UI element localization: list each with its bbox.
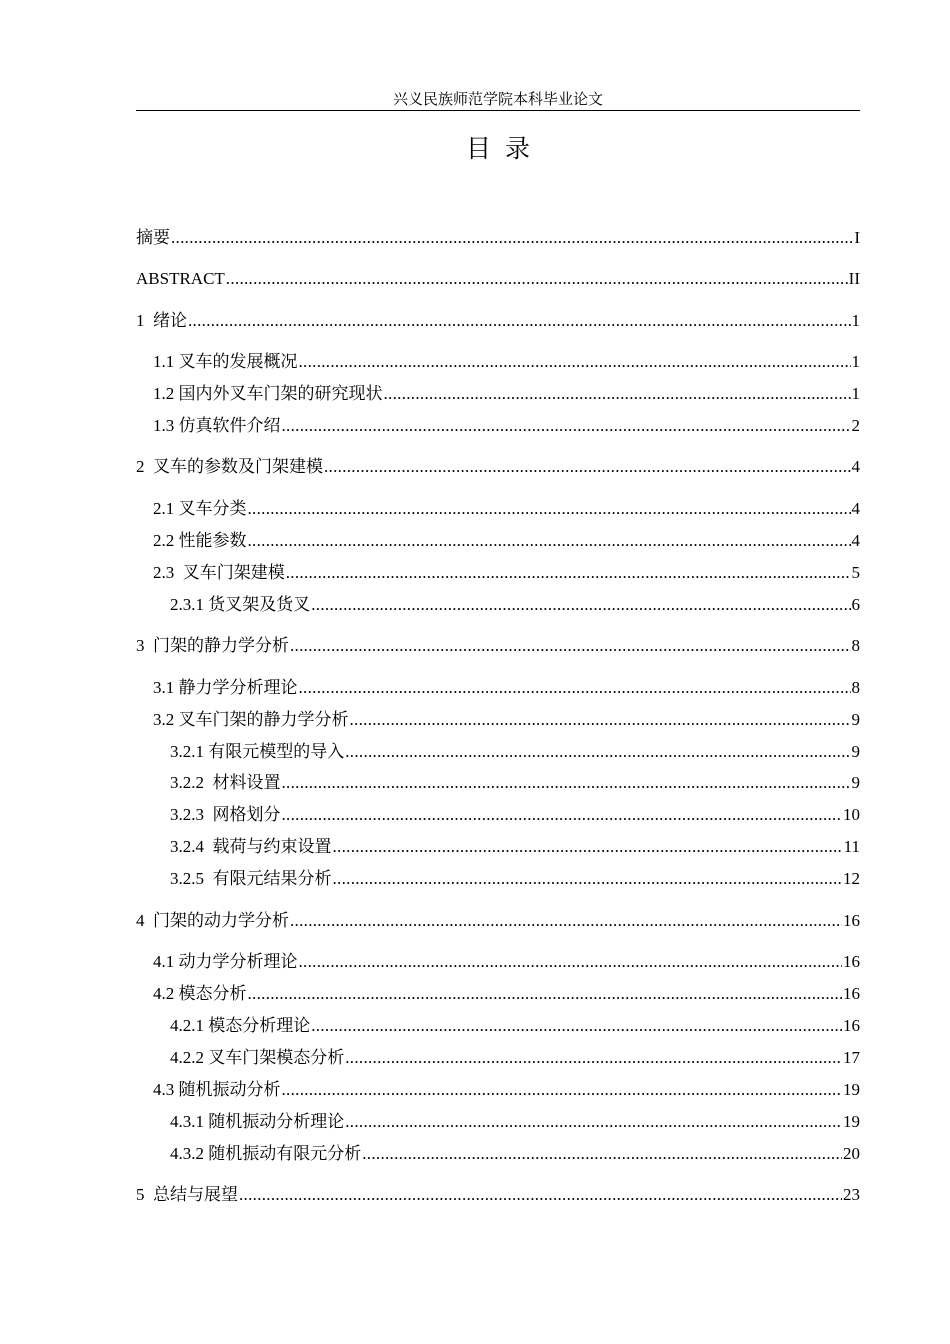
- toc-leader-dots: [282, 771, 851, 795]
- toc-entry-chapter-2[interactable]: [136, 455, 860, 479]
- toc-entry-page: 8: [851, 678, 860, 697]
- toc-entry-section-3-2-3[interactable]: [170, 803, 860, 827]
- toc-entry-page: 17: [843, 1048, 860, 1067]
- toc-leader-dots: [282, 1078, 843, 1102]
- toc-entry-title: 总结与展望: [153, 1185, 238, 1204]
- toc-entry-page: 4: [851, 531, 860, 550]
- toc-entry-number: 3.2.3: [170, 805, 213, 824]
- toc-entry-page: 5: [851, 563, 860, 582]
- toc-leader-dots: [239, 1183, 842, 1207]
- toc-entry-title: 绪论: [153, 311, 187, 330]
- toc-entry-page: 12: [843, 869, 860, 888]
- toc-entry-title: 模态分析: [178, 984, 247, 1003]
- toc-entry-page: 1: [851, 311, 860, 330]
- toc-leader-dots: [299, 350, 851, 374]
- toc-entry-page: 1: [851, 384, 860, 403]
- toc-entry-title: 模态分析理论: [208, 1016, 311, 1035]
- toc-title: 目录: [465, 134, 544, 163]
- toc-entry-title: ABSTRACT: [136, 269, 225, 288]
- toc-entry-page: I: [854, 228, 860, 247]
- toc-entry-title: 静力学分析理论: [178, 678, 298, 697]
- toc-entry-title: 门架的动力学分析: [153, 911, 289, 930]
- toc-entry-chapter-1[interactable]: [136, 309, 860, 333]
- toc-leader-dots: [311, 593, 850, 617]
- toc-leader-dots: [362, 1142, 842, 1166]
- toc-entry-number: 3.2.2: [170, 773, 213, 792]
- toc-entry-number: 3.2.1: [170, 742, 209, 761]
- toc-entry-number: 4.2.2: [170, 1048, 209, 1067]
- toc-entry-page: 16: [843, 911, 860, 930]
- toc-entry-title: 叉车门架的静力学分析: [178, 710, 349, 729]
- toc-entry-title: 随机振动有限元分析: [208, 1144, 362, 1163]
- toc-entry-number: 4: [136, 911, 153, 930]
- toc-entry-number: 4.3.2: [170, 1144, 209, 1163]
- toc-entry-number: 5: [136, 1185, 153, 1204]
- toc-entry-title: 叉车的参数及门架建模: [153, 457, 323, 476]
- toc-entry-page: 16: [843, 984, 860, 1003]
- toc-leader-dots: [188, 309, 851, 333]
- toc-leader-dots: [290, 909, 842, 933]
- toc-entry-section-4-2-1[interactable]: [170, 1014, 860, 1038]
- toc-leader-dots: [311, 1014, 842, 1038]
- toc-entry-section-1-3[interactable]: [153, 414, 860, 438]
- toc-entry-title: 性能参数: [178, 531, 247, 550]
- toc-entry-number: 2.3: [153, 563, 183, 582]
- toc-entry-page: 9: [851, 710, 860, 729]
- toc-entry-section-3-2-1[interactable]: [170, 740, 860, 764]
- toc-entry-number: 2.1: [153, 499, 179, 518]
- toc-entry-section-2-3[interactable]: [153, 561, 860, 585]
- toc-entry-page: 16: [843, 952, 860, 971]
- toc-entry-section-3-2[interactable]: [153, 708, 860, 732]
- toc-entry-page: 6: [851, 595, 860, 614]
- toc-entry-page: 11: [843, 837, 860, 856]
- toc-entry-page: 16: [843, 1016, 860, 1035]
- toc-entry-title: 网格划分: [212, 805, 281, 824]
- toc-entry-title: 随机振动分析理论: [208, 1112, 345, 1131]
- toc-entry-title: 有限元结果分析: [212, 869, 332, 888]
- toc-leader-dots: [324, 455, 851, 479]
- toc-entry-number: 3: [136, 636, 153, 655]
- toc-entry-page: 23: [843, 1185, 860, 1204]
- toc-entry-section-4-3-1[interactable]: [170, 1110, 860, 1134]
- toc-entry-chapter-4[interactable]: [136, 909, 860, 933]
- toc-entry-page: 8: [851, 636, 860, 655]
- toc-entry-number: 1: [136, 311, 153, 330]
- toc-entry-title: 叉车门架模态分析: [208, 1048, 345, 1067]
- toc-entry-number: 3.1: [153, 678, 179, 697]
- toc-entry-section-4-3[interactable]: [153, 1078, 860, 1102]
- toc-entry-title: 载荷与约束设置: [212, 837, 332, 856]
- toc-leader-dots: [282, 803, 843, 827]
- toc-entry-section-3-2-2[interactable]: [170, 771, 860, 795]
- toc-entry-section-4-3-2[interactable]: [170, 1142, 860, 1166]
- toc-entry-section-1-2[interactable]: [153, 382, 860, 406]
- toc-entry-page: 9: [851, 742, 860, 761]
- toc-entry-section-1-1[interactable]: [153, 350, 860, 374]
- toc-entry-title: 摘要: [136, 228, 170, 247]
- toc-entry-title: 叉车分类: [178, 499, 247, 518]
- toc-entry-number: 1.2: [153, 384, 179, 403]
- page-header: 兴义民族师范学院本科毕业论文: [392, 92, 603, 108]
- toc-entry-page: 19: [843, 1080, 860, 1099]
- toc-entry-section-2-1[interactable]: [153, 497, 860, 521]
- toc-leader-dots: [248, 982, 843, 1006]
- toc-leader-dots: [286, 561, 851, 585]
- toc-leader-dots: [345, 1110, 842, 1134]
- toc-entry-page: 1: [851, 352, 860, 371]
- toc-entry-number: 4.2: [153, 984, 179, 1003]
- toc-leader-dots: [333, 835, 843, 859]
- toc-entry-section-2-2[interactable]: [153, 529, 860, 553]
- toc-leader-dots: [345, 1046, 842, 1070]
- toc-entry-number: 3.2: [153, 710, 179, 729]
- toc-leader-dots: [333, 867, 843, 891]
- toc-entry-number: 1.1: [153, 352, 179, 371]
- toc-leader-dots: [299, 950, 843, 974]
- toc-entry-page: 20: [843, 1144, 860, 1163]
- toc-entry-page: 19: [843, 1112, 860, 1131]
- toc-entry-section-4-2-2[interactable]: [170, 1046, 860, 1070]
- toc-entry-page: 4: [851, 457, 860, 476]
- toc-entry-title: 国内外叉车门架的研究现状: [178, 384, 383, 403]
- toc-entry-page: 10: [843, 805, 860, 824]
- toc-entry-section-2-3-1[interactable]: [170, 593, 860, 617]
- toc-entry-number: 4.2.1: [170, 1016, 209, 1035]
- toc-entry-title: 货叉架及货叉: [208, 595, 311, 614]
- toc-entry-title: 仿真软件介绍: [178, 416, 281, 435]
- toc-entry-section-3-2-4[interactable]: [170, 835, 860, 859]
- toc-leader-dots: [248, 529, 851, 553]
- toc-entry-title: 叉车的发展概况: [178, 352, 298, 371]
- toc-leader-dots: [226, 267, 848, 291]
- toc-entry-number: 4.3.1: [170, 1112, 209, 1131]
- toc-entry-number: 2.2: [153, 531, 179, 550]
- toc-entry-number: 1.3: [153, 416, 179, 435]
- toc-entry-number: 3.2.5: [170, 869, 213, 888]
- toc-leader-dots: [299, 676, 851, 700]
- toc-leader-dots: [345, 740, 850, 764]
- toc-entry-title: 叉车门架建模: [182, 563, 285, 582]
- toc-entry-page: 9: [851, 773, 860, 792]
- toc-entry-number: 4.3: [153, 1080, 179, 1099]
- toc-entry-title: 有限元模型的导入: [208, 742, 345, 761]
- toc-entry-page: 4: [851, 499, 860, 518]
- toc-leader-dots: [171, 226, 853, 250]
- toc-leader-dots: [384, 382, 851, 406]
- toc-entry-title: 材料设置: [212, 773, 281, 792]
- toc-entry-chapter-5[interactable]: [136, 1183, 860, 1207]
- toc-entry-section-3-2-5[interactable]: [170, 867, 860, 891]
- toc-entry-page: II: [848, 269, 860, 288]
- toc-entry-number: 4.1: [153, 952, 179, 971]
- toc-entry-number: 3.2.4: [170, 837, 213, 856]
- toc-entry-title: 门架的静力学分析: [153, 636, 289, 655]
- toc-entry-page: 2: [851, 416, 860, 435]
- toc-entry-abstract-cn[interactable]: [136, 226, 860, 250]
- toc-entry-title: 随机振动分析: [178, 1080, 281, 1099]
- toc-entry-title: 动力学分析理论: [178, 952, 298, 971]
- toc-leader-dots: [282, 414, 851, 438]
- toc-entry-number: 2.3.1: [170, 595, 209, 614]
- toc-entry-chapter-3[interactable]: [136, 634, 860, 658]
- toc-leader-dots: [248, 497, 851, 521]
- toc-entry-section-4-1[interactable]: [153, 950, 860, 974]
- toc-entry-section-4-2[interactable]: [153, 982, 860, 1006]
- toc-entry-number: 2: [136, 457, 153, 476]
- toc-entry-section-3-1[interactable]: [153, 676, 860, 700]
- toc-entry-abstract-en[interactable]: [136, 267, 860, 291]
- toc-leader-dots: [290, 634, 851, 658]
- toc-leader-dots: [350, 708, 851, 732]
